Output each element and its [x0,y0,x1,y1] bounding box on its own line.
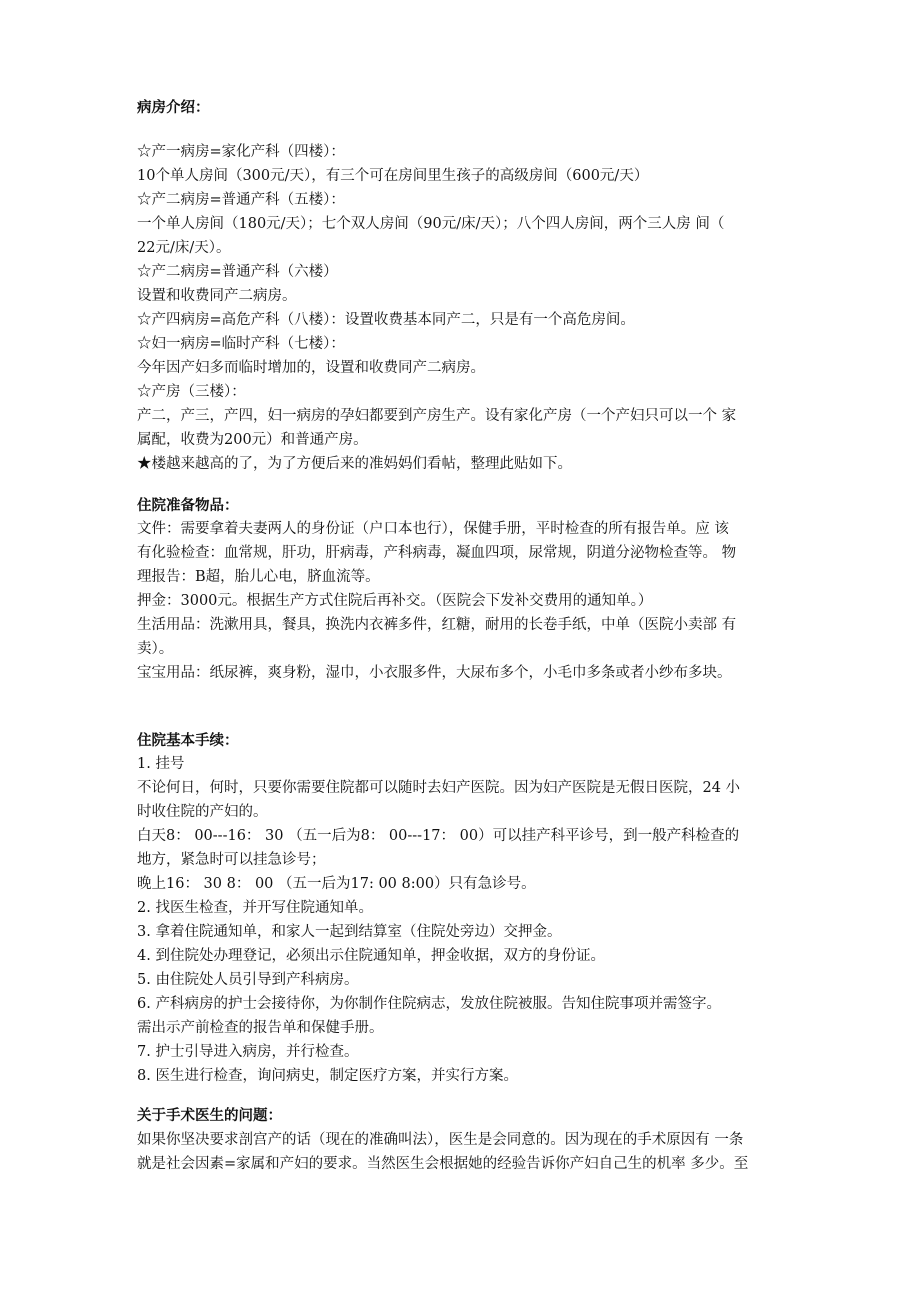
text-line: 地方，紧急时可以挂急诊号； [137,852,326,868]
text-line: 白天8： 00---16： 30 （五一后为8： 00---17： 00）可以挂产科平诊号，到一般产科检查的 [137,828,740,844]
text-line: 22元/床/天）。 [137,240,231,256]
text-line: 今年因产妇多而临时增加的，设置和收费同产二病房。 [137,360,485,376]
text-line: 3. 拿着住院通知单，和家人一起到结算室（住院处旁边）交押金。 [137,924,562,940]
text-line: 就是社会因素=家属和产妇的要求。当然医生会根据她的经验告诉你产妇自己生的机率 多少。至 [137,1156,749,1172]
text-line: 属配，收费为200元）和普通产房。 [137,432,368,448]
text-line: 时收住院的产妇的。 [137,804,268,820]
text-line: 6. 产科病房的护士会接待你，为你制作住院病志，发放住院被服。告知住院事项并需签字。 [137,996,721,1012]
text-line: 如果你坚决要求剖宫产的话（现在的准确叫法），医生是会同意的。因为现在的手术原因有 一条 [137,1132,744,1148]
heading-ward-intro: 病房介绍： [137,100,210,116]
text-line: ☆产四病房=高危产科（八楼）：设置收费基本同产二，只是有一个高危房间。 [137,312,635,328]
heading-surgery-doctor: 关于手术医生的问题： [137,1108,282,1124]
text-line: ☆产二病房=普通产科（五楼）： [137,192,345,208]
text-line: 文件：需要拿着夫妻两人的身份证（户口本也行），保健手册，平时检查的所有报告单。应 该 [137,521,729,537]
text-line: 宝宝用品：纸尿裤，爽身粉，湿巾，小衣服多件，大尿布多个，小毛巾多条或者小纱布多块。 [137,665,732,681]
text-line: 晚上16： 30 8： 00 （五一后为17: 00 8:00）只有急诊号。 [137,876,536,892]
text-line: 2. 找医生检查，并开写住院通知单。 [137,900,373,916]
text-line: 4. 到住院处办理登记，必须出示住院通知单，押金收据，双方的身份证。 [137,948,605,964]
heading-hospital-items: 住院准备物品： [137,498,239,514]
text-line: 7. 护士引导进入病房，并行检查。 [137,1044,359,1060]
hospital-items-body [137,517,787,685]
text-line: 8. 医生进行检查，询问病史，制定医疗方案，并实行方案。 [137,1068,518,1084]
ward-intro-body [137,140,787,476]
section-ward-intro [137,96,787,120]
text-line: 押金：3000元。根据生产方式住院后再补交。（医院会下发补交费用的通知单。） [137,593,653,609]
text-line: 产二，产三，产四，妇一病房的孕妇都要到产房生产。设有家化产房（一个产妇只可以一个 家 [137,408,737,424]
text-line: ☆产一病房=家化产科（四楼）： [137,144,345,160]
text-line: 10个单人房间（300元/天），有三个可在房间里生孩子的高级房间（600元/天） [137,168,649,184]
surgery-doctor-body [137,1128,787,1176]
section-surgery-doctor [137,1104,787,1128]
text-line: 一个单人房间（180元/天）；七个双人房间（90元/床/天）；八个四人房间，两个三人房 间（ [137,216,725,232]
text-line: ☆产二病房=普通产科（六楼） [137,264,338,280]
text-line: 卖）。 [137,641,174,657]
heading-admission-procedure: 住院基本手续： [137,733,239,749]
text-line: 5. 由住院处人员引导到产科病房。 [137,972,359,988]
text-line: 生活用品：洗漱用具，餐具，换洗内衣裤多件，红糖，耐用的长卷手纸，中单（医院小卖部 有 [137,617,737,633]
text-line: 有化验检查：血常规，肝功，肝病毒，产科病毒，凝血四项，尿常规，阴道分泌物检查等。 物 [137,545,737,561]
section-hospital-items [137,494,787,518]
text-line: ☆妇一病房=临时产科（七楼）： [137,336,345,352]
text-line: ★楼越来越高的了，为了方便后来的准妈妈们看帖，整理此贴如下。 [137,456,572,472]
text-line: 需出示产前检查的报告单和保健手册。 [137,1020,384,1036]
text-line: 不论何日，何时，只要你需要住院都可以随时去妇产医院。因为妇产医院是无假日医院，24 小 [137,780,741,796]
text-line: ☆产房（三楼）： [137,384,246,400]
section-admission-procedure [137,729,787,753]
text-line: 理报告：B超，胎儿心电，脐血流等。 [137,569,380,585]
text-line: 设置和收费同产二病房。 [137,288,297,304]
admission-procedure-body [137,752,787,1088]
text-line: 1. 挂号 [137,756,185,772]
